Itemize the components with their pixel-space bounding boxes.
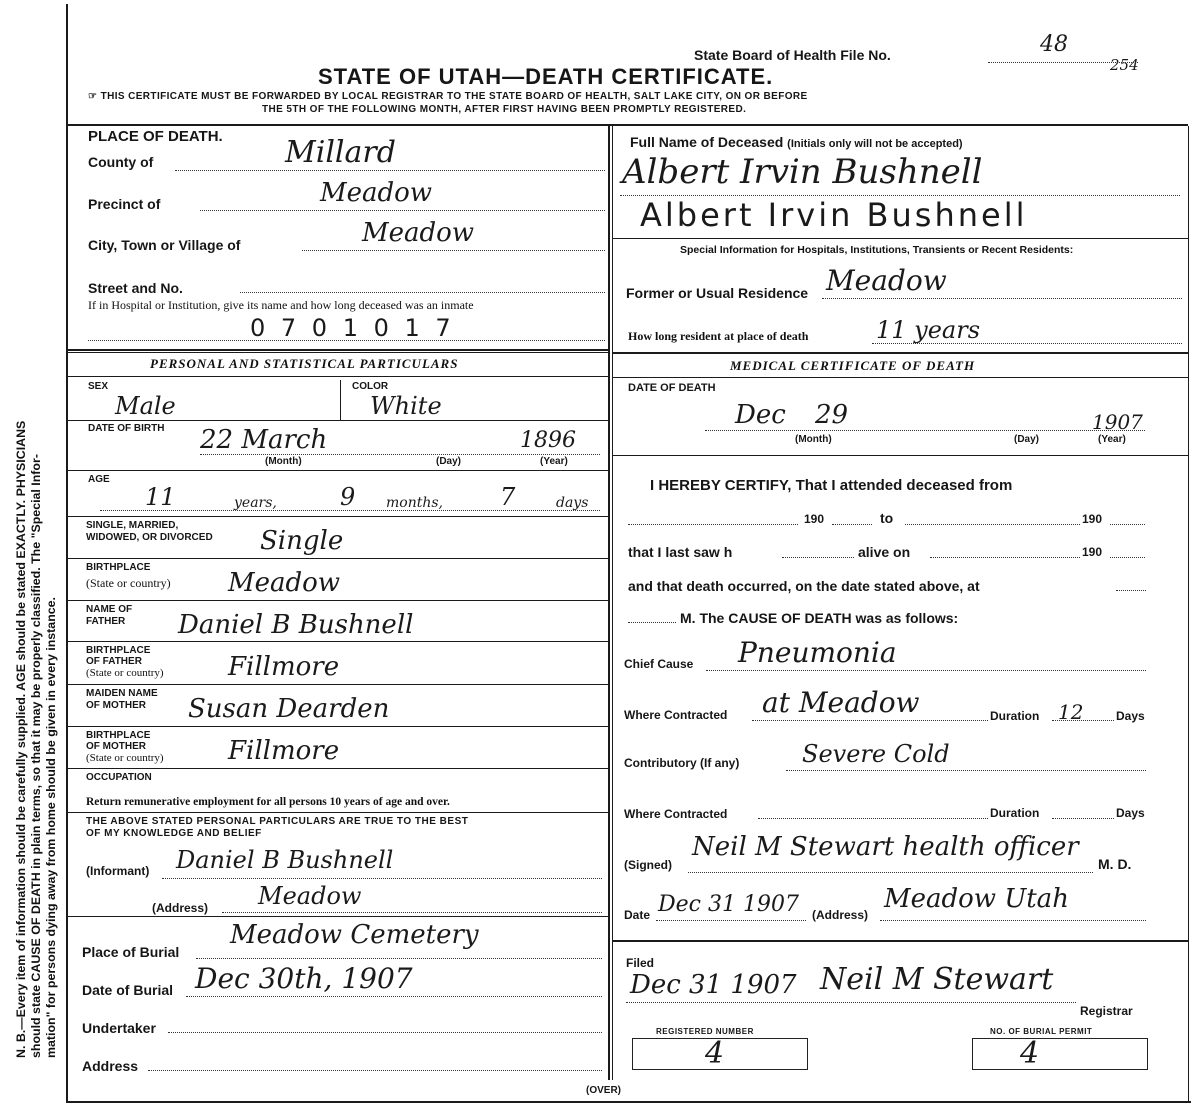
burial-address-label: Address xyxy=(82,1058,139,1074)
rule-mother-bp xyxy=(68,726,608,727)
personal-heading-rule xyxy=(68,376,608,377)
dob-year: 1896 xyxy=(520,428,576,453)
informant-address-value: Meadow xyxy=(258,882,362,910)
marital-label-2: WIDOWED, OR DIVORCED xyxy=(86,532,213,543)
county-line xyxy=(175,170,605,171)
file-no-line xyxy=(988,62,1138,63)
rule-father xyxy=(68,600,608,601)
true-statement-1: THE ABOVE STATED PERSONAL PARTICULARS ARE TRUE TO THE BEST xyxy=(86,816,469,827)
where-contracted-line xyxy=(752,720,988,721)
city-label: City, Town or Village of xyxy=(88,237,241,253)
rule-birthplace xyxy=(68,558,608,559)
cause-pre-line xyxy=(628,622,676,623)
burial-place-label: Place of Burial xyxy=(82,944,180,960)
resident-value: 11 years xyxy=(876,316,981,344)
burial-date-label: Date of Burial xyxy=(82,982,174,998)
where-contracted-2-label: Where Contracted xyxy=(624,807,728,821)
rule-occupation xyxy=(68,768,608,769)
county-label: County of xyxy=(88,154,154,170)
header-rule xyxy=(68,124,1188,126)
contributory-line xyxy=(786,770,1146,771)
rule-age xyxy=(68,470,608,471)
precinct-line xyxy=(200,210,605,211)
where-contracted-2-line xyxy=(758,818,988,819)
filed-date: Dec 31 1907 xyxy=(630,970,797,1000)
duration-2-days-label: Days xyxy=(1116,806,1145,820)
registrar-signature: Neil M Stewart xyxy=(820,962,1054,997)
residence-label: Former or Usual Residence xyxy=(626,285,809,301)
section-rule-personal xyxy=(68,349,608,351)
duration-2-line xyxy=(1052,818,1114,819)
chief-cause-label: Chief Cause xyxy=(624,657,694,671)
days-word: days xyxy=(556,495,589,511)
duration-value: 12 xyxy=(1058,700,1084,724)
burial-permit: 4 xyxy=(1020,1036,1040,1071)
dod-line xyxy=(705,430,1145,431)
mother-bp-value: Fillmore xyxy=(228,736,340,766)
rule-special xyxy=(612,238,1188,239)
section-rule-personal-2 xyxy=(68,352,608,353)
place-of-death-heading: PLACE OF DEATH. xyxy=(88,128,223,145)
birthplace-label-2: (State or country) xyxy=(86,576,171,590)
dob-month-caption: (Month) xyxy=(265,456,302,467)
age-months: 9 xyxy=(340,483,356,511)
dod-month-caption: (Month) xyxy=(795,434,832,445)
frame-right xyxy=(1188,126,1189,1101)
column-divider-2 xyxy=(612,126,613,1080)
alive-on-text: alive on xyxy=(858,544,911,560)
dod-year: 1907 xyxy=(1092,410,1143,434)
attend-from-line xyxy=(628,524,798,525)
chief-cause-value: Pneumonia xyxy=(738,636,897,669)
mother-bp-label-3: (State or country) xyxy=(86,752,164,764)
color-value: White xyxy=(370,392,442,420)
medical-address-line xyxy=(880,920,1146,921)
months-word: months, xyxy=(386,495,443,511)
forward-notice-2: THE 5TH OF THE FOLLOWING MONTH, AFTER FIRST HAVING BEEN PROMPTLY REGISTERED. xyxy=(262,104,747,115)
deceased-name-script: Albert Irvin Bushnell xyxy=(622,152,983,192)
rule-certify xyxy=(612,455,1188,456)
over-text: (OVER) xyxy=(586,1085,621,1096)
mother-value: Susan Dearden xyxy=(188,694,390,724)
md-label: M. D. xyxy=(1098,856,1132,872)
mother-label-2: OF MOTHER xyxy=(86,700,146,711)
age-years: 11 xyxy=(145,483,176,511)
rule-filing xyxy=(612,940,1188,942)
sex-value: Male xyxy=(115,392,176,420)
occurred-line xyxy=(1116,590,1146,591)
burial-address-line xyxy=(148,1070,602,1071)
attend-to: to xyxy=(880,510,894,526)
attend-to-line xyxy=(905,524,1080,525)
medical-address-label: (Address) xyxy=(812,908,869,922)
burial-permit-box xyxy=(972,1038,1148,1070)
burial-place-line xyxy=(196,958,602,959)
informant-value: Daniel B Bushnell xyxy=(176,846,394,874)
side-note: N. B.—Every item of information should be carefully supplied. AGE should be stated EXACTLY. PHYSICIANS should state CAUSE OF DEATH in plain terms, so that it may be properly classified. The "Special Infor- mation" for persons dying away from home should be given in every instance. xyxy=(14,420,58,1058)
street-line xyxy=(240,292,605,293)
medical-address-value: Meadow Utah xyxy=(884,884,1069,914)
rule-dob xyxy=(68,420,608,421)
file-no-label: State Board of Health File No. xyxy=(694,47,891,63)
frame-bottom xyxy=(66,1101,1191,1103)
signed-label: (Signed) xyxy=(624,858,672,872)
burial-date-line xyxy=(186,996,602,997)
duration-label: Duration xyxy=(990,709,1040,723)
marital-value: Single xyxy=(260,526,344,556)
signed-line xyxy=(688,872,1093,873)
registered-number: 4 xyxy=(705,1036,725,1071)
father-bp-label-1: BIRTHPLACE xyxy=(86,645,151,656)
rule-mother xyxy=(68,684,608,685)
street-label: Street and No. xyxy=(88,280,183,296)
color-label: COLOR xyxy=(352,381,389,392)
medical-date-line xyxy=(656,920,806,921)
father-label-2: FATHER xyxy=(86,616,126,627)
filed-line xyxy=(626,1002,1076,1003)
rule-medical xyxy=(612,352,1188,354)
mother-bp-label-1: BIRTHPLACE xyxy=(86,730,151,741)
rule-father-bp xyxy=(68,641,608,642)
contributory-label: Contributory (If any) xyxy=(624,756,740,770)
last-saw-text: that I last saw h xyxy=(628,544,733,560)
certificate-title: STATE OF UTAH—DEATH CERTIFICATE. xyxy=(318,64,774,89)
occupation-note: Return remunerative employment for all persons 10 years of age and over. xyxy=(86,796,450,808)
informant-address-line xyxy=(222,912,602,913)
frame-left xyxy=(66,4,68,1102)
file-no: 48 xyxy=(1040,32,1068,57)
rule-marital xyxy=(68,516,608,517)
medical-date-value: Dec 31 1907 xyxy=(658,892,799,917)
informant-line xyxy=(162,878,602,879)
dod-day-caption: (Day) xyxy=(1014,434,1040,445)
father-label-1: NAME OF xyxy=(86,604,133,615)
registrar-label: Registrar xyxy=(1080,1004,1133,1018)
informant-label: (Informant) xyxy=(86,864,150,878)
hospital-note: If in Hospital or Institution, give its name and how long deceased was an inmate xyxy=(88,298,474,312)
rule-true-stmt xyxy=(68,812,608,813)
precinct-value: Meadow xyxy=(320,178,433,208)
attend-to-year-line xyxy=(1110,524,1145,525)
dod-year-caption: (Year) xyxy=(1098,434,1126,445)
burial-permit-label: NO. OF BURIAL PERMIT xyxy=(990,1027,1093,1036)
dob-day-month: 22 March xyxy=(200,425,328,455)
personal-heading: PERSONAL AND STATISTICAL PARTICULARS xyxy=(150,356,459,371)
rule-burial xyxy=(68,916,608,917)
medical-heading: MEDICAL CERTIFICATE OF DEATH xyxy=(730,358,976,373)
sex-color-divider xyxy=(340,380,341,420)
dod-label: DATE OF DEATH xyxy=(628,382,716,394)
deceased-name-label: Full Name of Deceased (Initials only will not be accepted) xyxy=(630,134,963,150)
special-info: Special Information for Hospitals, Institutions, Transients or Recent Residents: xyxy=(680,244,1074,256)
residence-value: Meadow xyxy=(826,264,947,297)
burial-place-value: Meadow Cemetery xyxy=(230,920,479,950)
attend-from-year-line xyxy=(832,524,872,525)
undertaker-label: Undertaker xyxy=(82,1020,156,1036)
rule-medical-2 xyxy=(612,377,1188,378)
medical-date-label: Date xyxy=(624,908,651,922)
burial-date-value: Dec 30th, 1907 xyxy=(195,962,413,995)
alive-on-190: 190 xyxy=(1082,545,1103,559)
occupation-label: OCCUPATION xyxy=(86,772,152,783)
father-bp-label-3: (State or country) xyxy=(86,667,164,679)
attend-from-190: 190 xyxy=(804,512,825,526)
precinct-label: Precinct of xyxy=(88,196,161,212)
residence-line xyxy=(822,298,1182,299)
mother-bp-label-2: OF MOTHER xyxy=(86,741,146,752)
years-word: years, xyxy=(234,495,277,511)
age-label: AGE xyxy=(88,474,110,485)
occurred-text: and that death occurred, on the date stated above, at xyxy=(628,578,980,594)
signed-value: Neil M Stewart health officer xyxy=(692,832,1079,862)
forward-notice-1: ☞ THIS CERTIFICATE MUST BE FORWARDED BY LOCAL REGISTRAR TO THE STATE BOARD OF HEALTH, SALT LAKE CITY, ON OR BEFORE xyxy=(88,91,808,102)
deceased-name-print: Albert Irvin Bushnell xyxy=(640,196,1028,234)
last-saw-line xyxy=(782,557,854,558)
resident-label: How long resident at place of death xyxy=(628,329,809,343)
father-bp-value: Fillmore xyxy=(228,652,340,682)
alive-on-year-line xyxy=(1110,557,1145,558)
dod-month: Dec xyxy=(735,400,786,430)
dob-year-caption: (Year) xyxy=(540,456,568,467)
filed-label: Filed xyxy=(626,956,655,970)
registered-number-label: REGISTERED NUMBER xyxy=(656,1027,754,1036)
where-contracted-label: Where Contracted xyxy=(624,708,728,722)
father-bp-label-2: OF FATHER xyxy=(86,656,142,667)
chief-cause-line xyxy=(706,670,1146,671)
alive-on-line xyxy=(930,557,1080,558)
true-statement-2: OF MY KNOWLEDGE AND BELIEF xyxy=(86,828,262,839)
attend-to-190: 190 xyxy=(1082,512,1103,526)
file-no-2: 254 xyxy=(1110,56,1139,74)
dob-label: DATE OF BIRTH xyxy=(88,423,165,434)
city-line xyxy=(302,250,605,251)
city-value: Meadow xyxy=(362,218,475,248)
where-contracted-value: at Meadow xyxy=(762,686,920,719)
dob-day-caption: (Day) xyxy=(436,456,462,467)
column-divider xyxy=(608,126,610,1080)
undertaker-line xyxy=(168,1032,602,1033)
marital-label-1: SINGLE, MARRIED, xyxy=(86,520,179,531)
birthplace-value: Meadow xyxy=(228,568,341,598)
dod-day: 29 xyxy=(815,400,849,430)
duration-days-label: Days xyxy=(1116,709,1145,723)
county-value: Millard xyxy=(285,135,396,170)
father-value: Daniel B Bushnell xyxy=(178,610,414,640)
duration-2-label: Duration xyxy=(990,806,1040,820)
sex-label: SEX xyxy=(88,381,109,392)
informant-address-label: (Address) xyxy=(152,901,209,915)
cause-line-text: M. The CAUSE OF DEATH was as follows: xyxy=(680,610,959,626)
pointing-hand-icon: ☞ xyxy=(88,91,98,102)
birthplace-label-1: BIRTHPLACE xyxy=(86,562,151,573)
certify-text: I HEREBY CERTIFY, That I attended deceased from xyxy=(650,477,1013,494)
place-code: 0 7 0 1 0 1 7 xyxy=(250,314,455,342)
contributory-value: Severe Cold xyxy=(802,740,950,768)
mother-label-1: MAIDEN NAME xyxy=(86,688,158,699)
age-days: 7 xyxy=(500,483,516,511)
